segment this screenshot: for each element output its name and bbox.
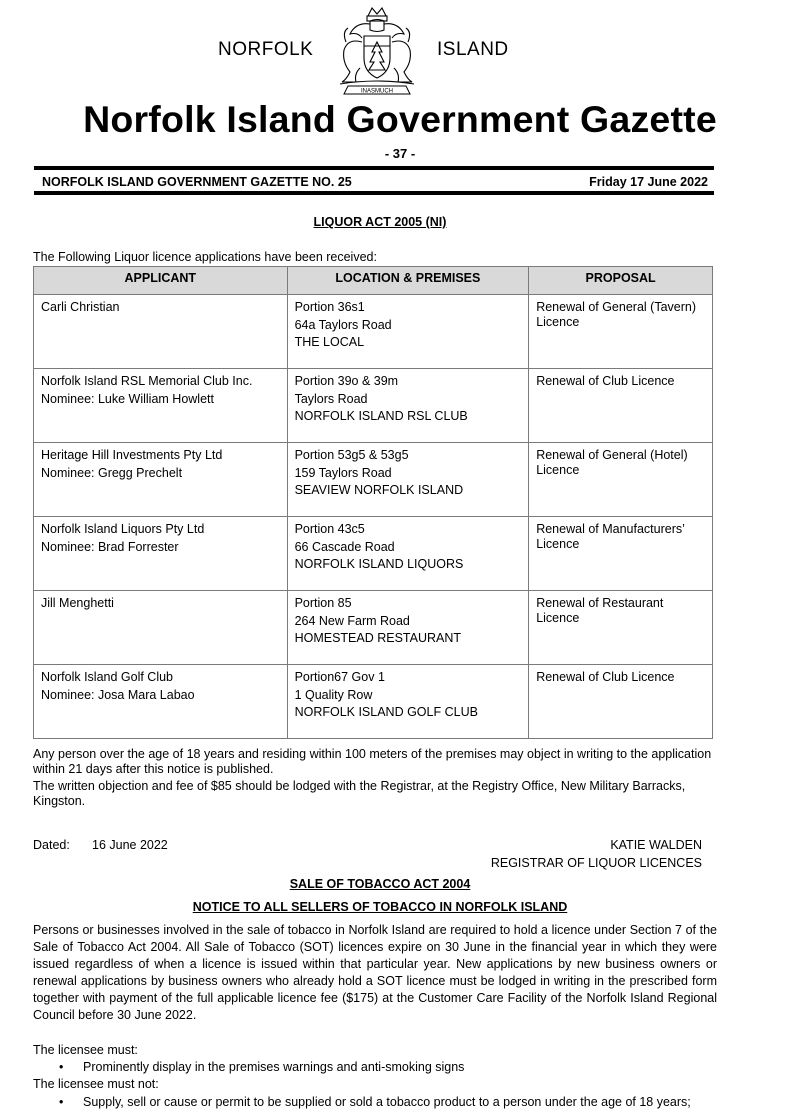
tobacco-notice-body: Persons or businesses involved in the sale of tobacco in Norfolk Island are required to hold a licence under Section 7 of the Sale of Tobacco Act 2004. All Sale of Tobacco (SOT) licences expire on 30 June in the financial year in which they were issued regardless of when a licence is issued within that particular year. New applications by new business owners or renewal applications by business owners who already hold a SOT licence must be lodged in writing in the prescribed form together with payment of the full applicable licence fee ($175) at the Customer Care Facility of the Norfolk Island Regional Council before 30 June 2022. bbox=[33, 923, 717, 1022]
applicant-line: Norfolk Island Liquors Pty Ltd bbox=[41, 522, 205, 536]
gazette-issue-number: NORFOLK ISLAND GOVERNMENT GAZETTE NO. 25 bbox=[42, 175, 352, 189]
liquor-intro: The Following Liquor licence applications have been received: bbox=[33, 250, 377, 264]
column-header-location: LOCATION & PREMISES bbox=[287, 267, 529, 295]
gazette-issue-date: Friday 17 June 2022 bbox=[589, 175, 708, 189]
applicant-cell bbox=[34, 517, 288, 591]
column-header-applicant: APPLICANT bbox=[34, 267, 288, 295]
lodgement-notice: The written objection and fee of $85 should be lodged with the Registrar, at the Registry Office, New Military Barracks, Kingston. bbox=[33, 779, 686, 808]
list-item bbox=[33, 1059, 733, 1076]
location-line: Taylors Road bbox=[294, 391, 368, 406]
page-number: - 37 - bbox=[384, 146, 416, 161]
applicant-line: Nominee: Josa Mara Labao bbox=[41, 687, 195, 702]
location-line: Portion 85 bbox=[294, 596, 352, 610]
proposal-line: Renewal of Club Licence bbox=[536, 374, 675, 388]
table-row bbox=[34, 591, 713, 665]
applicant-line: Nominee: Luke William Howlett bbox=[41, 391, 214, 406]
signatory-name: KATIE WALDEN bbox=[610, 838, 702, 852]
dated-value: 16 June 2022 bbox=[92, 838, 168, 852]
proposal-cell bbox=[529, 443, 713, 517]
proposal-cell bbox=[529, 295, 713, 369]
liquor-act-heading: LIQUOR ACT 2005 (NI) bbox=[313, 215, 447, 229]
location-line: Portion 43c5 bbox=[294, 522, 365, 536]
top-rule bbox=[34, 166, 714, 170]
masthead bbox=[0, 0, 800, 110]
location-line: Portion 36s1 bbox=[294, 300, 365, 314]
applicant-cell bbox=[34, 295, 288, 369]
must-label: The licensee must: bbox=[33, 1043, 138, 1057]
proposal-line: Renewal of General (Tavern) bbox=[536, 300, 696, 314]
table-header-row bbox=[34, 267, 713, 295]
location-line: NORFOLK ISLAND LIQUORS bbox=[294, 557, 464, 571]
location-line: SEAVIEW NORFOLK ISLAND bbox=[294, 483, 464, 497]
proposal-line: Licence bbox=[536, 463, 580, 477]
table-row bbox=[34, 517, 713, 591]
bullet-icon: • bbox=[59, 1060, 64, 1074]
table-row bbox=[34, 443, 713, 517]
tobacco-act-heading: SALE OF TOBACCO ACT 2004 bbox=[289, 877, 471, 891]
list-item-text: Prominently display in the premises warnings and anti-smoking signs bbox=[83, 1060, 465, 1074]
applicant-cell bbox=[34, 369, 288, 443]
applicant-cell bbox=[34, 665, 288, 739]
location-line: NORFOLK ISLAND GOLF CLUB bbox=[294, 705, 478, 719]
proposal-line: Renewal of General (Hotel) bbox=[536, 448, 688, 462]
proposal-line: Licence bbox=[536, 537, 580, 551]
location-line: THE LOCAL bbox=[294, 335, 365, 349]
gazette-issue-line bbox=[42, 175, 708, 189]
proposal-cell bbox=[529, 369, 713, 443]
liquor-applications-table bbox=[33, 266, 713, 739]
signatory-title: REGISTRAR OF LIQUOR LICENCES bbox=[490, 856, 702, 870]
masthead-right-word: ISLAND bbox=[437, 39, 509, 60]
location-line: NORFOLK ISLAND RSL CLUB bbox=[294, 409, 468, 423]
location-line: Portion67 Gov 1 bbox=[294, 670, 385, 684]
applicant-line: Nominee: Brad Forrester bbox=[41, 539, 179, 554]
applicant-line: Norfolk Island Golf Club bbox=[41, 670, 174, 684]
table-row bbox=[34, 369, 713, 443]
location-cell bbox=[287, 517, 529, 591]
applicant-line: Norfolk Island RSL Memorial Club Inc. bbox=[41, 374, 253, 388]
proposal-line: Renewal of Restaurant bbox=[536, 596, 664, 610]
location-cell bbox=[287, 665, 529, 739]
applicant-cell bbox=[34, 443, 288, 517]
location-cell bbox=[287, 295, 529, 369]
applicant-line: Heritage Hill Investments Pty Ltd bbox=[41, 448, 223, 462]
location-cell bbox=[287, 591, 529, 665]
proposal-line: Licence bbox=[536, 315, 580, 329]
location-line: 64a Taylors Road bbox=[294, 317, 392, 332]
location-cell bbox=[287, 443, 529, 517]
applicant-cell bbox=[34, 591, 288, 665]
dated-label: Dated: bbox=[33, 838, 70, 852]
location-line: Portion 39o & 39m bbox=[294, 374, 399, 388]
tobacco-notice-heading: NOTICE TO ALL SELLERS OF TOBACCO IN NORFOLK ISLAND bbox=[192, 900, 568, 914]
list-item bbox=[33, 1094, 733, 1111]
proposal-cell bbox=[529, 665, 713, 739]
column-header-proposal: PROPOSAL bbox=[529, 267, 713, 295]
proposal-line: Renewal of Manufacturers’ bbox=[536, 522, 685, 536]
location-cell bbox=[287, 369, 529, 443]
crest-motto: INASMUCH bbox=[360, 88, 394, 95]
applicant-line: Carli Christian bbox=[41, 300, 120, 314]
must-not-list bbox=[33, 1094, 733, 1111]
proposal-line: Licence bbox=[536, 611, 580, 625]
location-line: 159 Taylors Road bbox=[294, 465, 392, 480]
coat-of-arms-emblem bbox=[326, 2, 428, 98]
must-not-label: The licensee must not: bbox=[33, 1077, 159, 1091]
gazette-title: Norfolk Island Government Gazette bbox=[83, 98, 717, 140]
proposal-cell bbox=[529, 517, 713, 591]
location-line: Portion 53g5 & 53g5 bbox=[294, 448, 409, 462]
list-item-text: Supply, sell or cause or permit to be supplied or sold a tobacco product to a person under the age of 18 years; bbox=[83, 1095, 691, 1109]
location-line: 264 New Farm Road bbox=[294, 613, 410, 628]
proposal-cell bbox=[529, 591, 713, 665]
bottom-rule bbox=[34, 191, 714, 195]
location-line: HOMESTEAD RESTAURANT bbox=[294, 631, 462, 645]
must-list bbox=[33, 1059, 733, 1076]
applicant-line: Jill Menghetti bbox=[41, 596, 114, 610]
bullet-icon: • bbox=[59, 1095, 64, 1109]
proposal-line: Renewal of Club Licence bbox=[536, 670, 675, 684]
location-line: 66 Cascade Road bbox=[294, 539, 395, 554]
table-row bbox=[34, 665, 713, 739]
objection-notice: Any person over the age of 18 years and residing within 100 meters of the premises may object in writing to the application within 21 days after this notice is published. bbox=[33, 747, 712, 776]
masthead-left-word: NORFOLK bbox=[218, 39, 314, 60]
applicant-line: Nominee: Gregg Prechelt bbox=[41, 465, 183, 480]
location-line: 1 Quality Row bbox=[294, 687, 373, 702]
table-row bbox=[34, 295, 713, 369]
